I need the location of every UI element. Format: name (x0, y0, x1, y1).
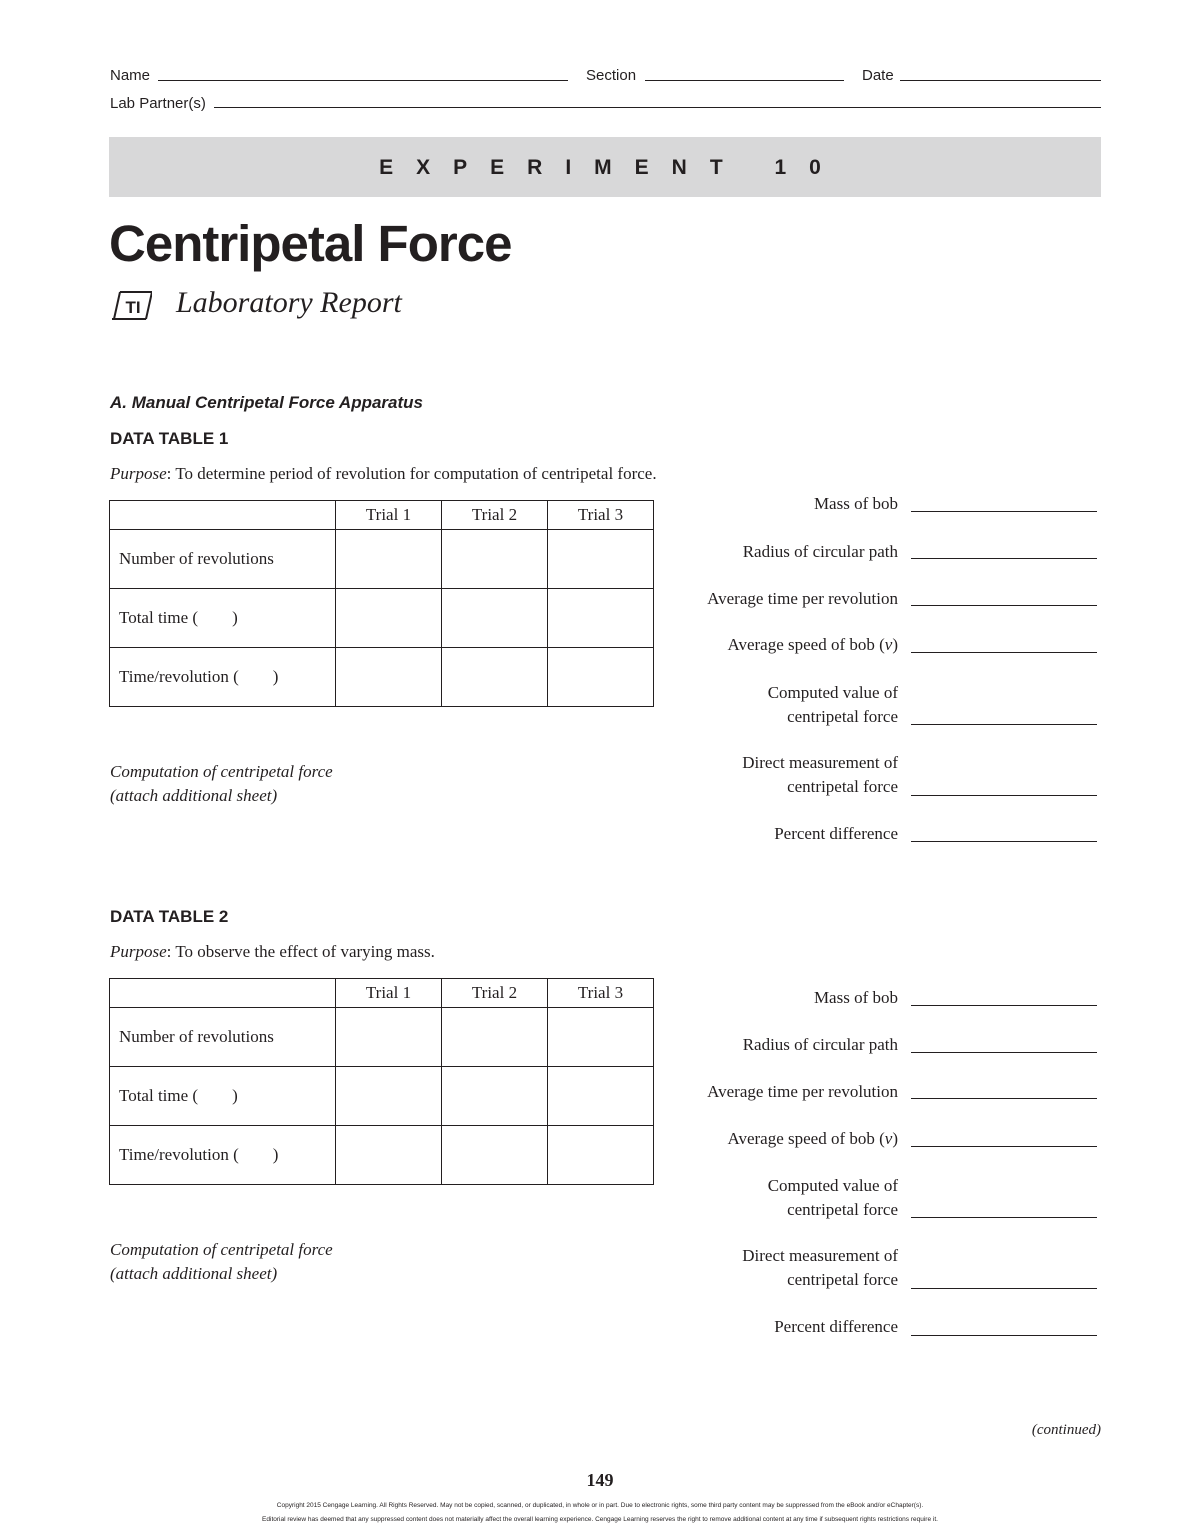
ti-icon-label: TI (125, 298, 141, 317)
direct-measurement-line1: Direct measurement of (742, 753, 898, 772)
lab-partners-label: Lab Partner(s) (110, 95, 206, 112)
direct-measurement-line2: centripetal force (787, 777, 898, 796)
data-cell[interactable] (336, 530, 442, 589)
percent-difference-label: Percent difference (774, 1317, 898, 1336)
data-cell[interactable] (548, 1126, 654, 1185)
data-cell[interactable] (442, 589, 548, 648)
mass-of-bob-field[interactable] (911, 1005, 1097, 1006)
name-field[interactable] (158, 80, 568, 81)
percent-difference-label: Percent difference (774, 824, 898, 843)
copyright-line-2: Editorial review has deemed that any suppressed content does not materially affect the overall learning experience. Cengage Learning reserves the right to remove additional content at any time if subsequent rights restrictions require it. (262, 1516, 938, 1523)
purpose-label: Purpose (110, 942, 167, 961)
data-table-1 (109, 500, 654, 707)
percent-difference-field[interactable] (911, 1335, 1097, 1336)
purpose-text: : To determine period of revolution for computation of centripetal force. (166, 464, 657, 483)
radius-field[interactable] (911, 1052, 1097, 1053)
percent-difference-field[interactable] (911, 841, 1097, 842)
computed-force-field[interactable] (911, 724, 1097, 725)
data-cell[interactable] (548, 648, 654, 707)
avg-speed-field[interactable] (911, 652, 1097, 653)
avg-time-field[interactable] (911, 605, 1097, 606)
data-cell[interactable] (336, 589, 442, 648)
section-field[interactable] (645, 80, 844, 81)
page-title: Centripetal Force (109, 215, 512, 272)
experiment-number: EXPERIMENT 10 (379, 156, 844, 179)
header-blank-cell (110, 501, 336, 530)
row-label: Total time ( ) (110, 589, 336, 648)
computation-attach-line: (attach additional sheet) (110, 786, 278, 805)
radius-field[interactable] (911, 558, 1097, 559)
data-cell[interactable] (442, 530, 548, 589)
page-subtitle: Laboratory Report (176, 286, 402, 319)
page-number: 149 (586, 1470, 614, 1490)
purpose-label: Purpose (110, 464, 167, 483)
computed-force-label (768, 681, 898, 729)
continued-note: (continued) (1031, 1422, 1101, 1438)
data-cell[interactable] (336, 1067, 442, 1126)
ti-icon (112, 289, 152, 321)
data-table-2 (109, 978, 654, 1185)
name-label: Name (110, 67, 151, 84)
row-label: Number of revolutions (110, 530, 336, 589)
data-cell[interactable] (548, 530, 654, 589)
row-label: Time/revolution ( ) (110, 648, 336, 707)
data-table-2-heading: DATA TABLE 2 (110, 907, 229, 926)
section-label: Section (586, 67, 637, 84)
mass-of-bob-label: Mass of bob (813, 988, 898, 1007)
computed-force-line1: Computed value of (767, 1176, 898, 1195)
data-cell[interactable] (442, 648, 548, 707)
copyright-line-1: Copyright 2015 Cengage Learning. All Rights Reserved. May not be copied, scanned, or duplicated, in whole or in part. Due to electronic rights, some third party content may be suppressed from the eBook and/or eChapter(s). (276, 1502, 924, 1509)
radius-label: Radius of circular path (742, 542, 898, 561)
data-cell[interactable] (442, 1126, 548, 1185)
data-cell[interactable] (442, 1008, 548, 1067)
radius-label: Radius of circular path (742, 1035, 898, 1054)
avg-time-label: Average time per revolution (707, 589, 898, 608)
data-cell[interactable] (336, 648, 442, 707)
direct-measurement-field[interactable] (911, 1288, 1097, 1289)
avg-speed-label (727, 633, 898, 657)
computed-force-line1: Computed value of (767, 683, 898, 702)
direct-measurement-line1: Direct measurement of (742, 1246, 898, 1265)
data-cell[interactable] (336, 1008, 442, 1067)
data-table-2-purpose (110, 942, 435, 962)
data-table-1-heading: DATA TABLE 1 (110, 429, 229, 448)
column-header: Trial 1 (336, 979, 442, 1008)
computation-line: Computation of centripetal force (110, 1240, 333, 1259)
computation-line: Computation of centripetal force (110, 762, 333, 781)
computed-force-line2: centripetal force (787, 707, 898, 726)
avg-time-field[interactable] (911, 1098, 1097, 1099)
data-cell[interactable] (548, 1067, 654, 1126)
date-label: Date (862, 67, 894, 84)
direct-measurement-line2: centripetal force (787, 1270, 898, 1289)
section-heading: A. Manual Centripetal Force Apparatus (110, 393, 423, 412)
row-label: Total time ( ) (110, 1067, 336, 1126)
avg-speed-var: v (884, 1129, 893, 1148)
date-field[interactable] (900, 80, 1101, 81)
direct-measurement-label (742, 751, 898, 799)
avg-speed-suffix: ) (892, 635, 898, 654)
data-cell[interactable] (548, 1008, 654, 1067)
column-header: Trial 3 (548, 979, 654, 1008)
mass-of-bob-label: Mass of bob (813, 494, 898, 513)
computation-note-1 (110, 760, 333, 808)
mass-of-bob-field[interactable] (911, 511, 1097, 512)
column-header: Trial 3 (548, 501, 654, 530)
column-header: Trial 2 (442, 979, 548, 1008)
avg-speed-suffix: ) (892, 1129, 898, 1148)
avg-time-label: Average time per revolution (707, 1082, 898, 1101)
avg-speed-field[interactable] (911, 1146, 1097, 1147)
avg-speed-label (727, 1127, 898, 1151)
avg-speed-prefix: Average speed of bob ( (727, 635, 885, 654)
computed-force-label (768, 1174, 898, 1222)
direct-measurement-label (742, 1244, 898, 1292)
computed-force-line2: centripetal force (787, 1200, 898, 1219)
avg-speed-var: v (884, 635, 893, 654)
row-label: Time/revolution ( ) (110, 1126, 336, 1185)
avg-speed-prefix: Average speed of bob ( (727, 1129, 885, 1148)
purpose-text: : To observe the effect of varying mass. (166, 942, 435, 961)
header-blank-cell (110, 979, 336, 1008)
data-table-1-purpose (110, 464, 657, 484)
computation-note-2 (110, 1238, 333, 1286)
direct-measurement-field[interactable] (911, 795, 1097, 796)
column-header: Trial 1 (336, 501, 442, 530)
computation-attach-line: (attach additional sheet) (110, 1264, 278, 1283)
data-cell[interactable] (336, 1126, 442, 1185)
column-header: Trial 2 (442, 501, 548, 530)
computed-force-field[interactable] (911, 1217, 1097, 1218)
data-cell[interactable] (548, 589, 654, 648)
row-label: Number of revolutions (110, 1008, 336, 1067)
lab-partners-field[interactable] (214, 107, 1101, 108)
data-cell[interactable] (442, 1067, 548, 1126)
